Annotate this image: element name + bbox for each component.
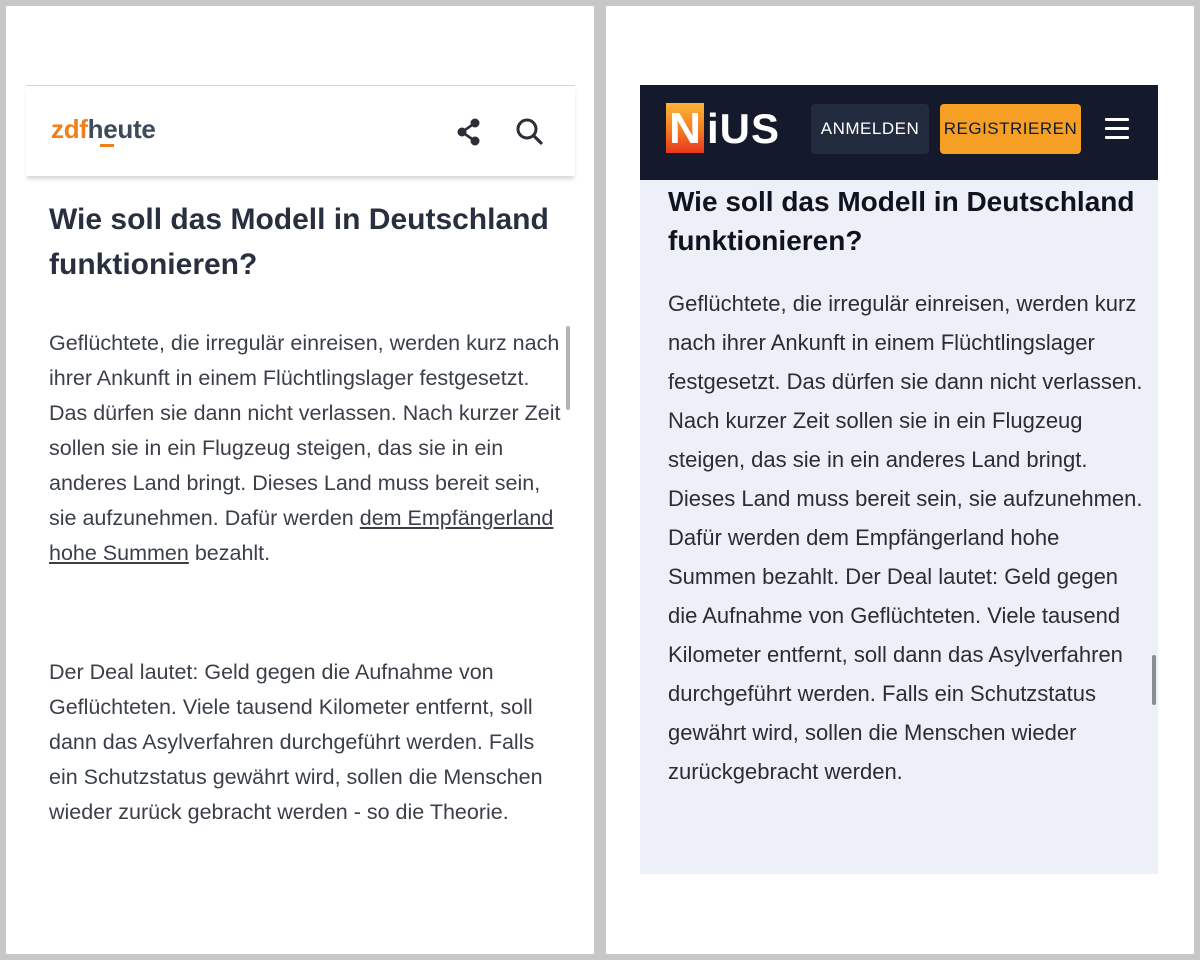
zdfheute-screenshot [6,6,594,954]
zdfheute-logo[interactable] [51,114,155,144]
nius-header [640,85,1158,180]
article-paragraph-1 [49,326,564,571]
article-paragraph: Geflüchtete, die irregulär einreisen, werden kurz nach ihrer Ankunft in einem Flüchtlingslager festgesetzt. Das dürfen sie dann nicht verlassen. Nach kurzer Zeit sollen sie in ein Flugzeug steigen, das sie in ein anderes Land bringt. Dieses Land muss bereit sein, sie aufzunehmen. Dafür werden dem Empfängerland hohe Summen bezahlt. Der Deal lautet: Geld gegen die Aufnahme von Geflüchteten. Viele tausend Kilometer entfernt, soll dann das Asylverfahren durchgeführt werden. Falls ein Schutzstatus gewährt wird, sollen die Menschen wieder zurückgebracht werden. [668,291,1143,784]
nius-logo[interactable] [666,101,782,157]
paragraph-text: Geflüchtete, die irregulär einreisen, werden kurz nach ihrer Ankunft in einem Flüchtlingslager festgesetzt. Das dürfen sie dann nicht verlassen. Nach kurzer Zeit sollen sie in ein Flugzeug steigen, das sie in ein anderes Land bringt. Dieses Land muss bereit sein, sie aufzunehmen. Dafür werden [49,331,561,530]
scrollbar[interactable] [1152,655,1156,705]
logo-zdf-text: zdf [51,114,88,144]
article-heading: Wie soll das Modell in Deutschland funktionieren? [668,186,1135,256]
logo-ius-text: iUS [707,105,781,152]
nius-article-body [640,180,1158,874]
share-icon[interactable] [453,116,485,148]
article-paragraph-2: Der Deal lautet: Geld gegen die Aufnahme von Geflüchteten. Viele tausend Kilometer entfernt, soll dann das Asylverfahren durchgeführt werden. Falls ein Schutzstatus gewährt wird, sollen die Menschen wieder zurück gebracht werden - so die Theorie. [49,660,543,824]
paragraph-text-end: bezahlt. [188,541,271,565]
login-button[interactable]: ANMELDEN [811,104,929,154]
hamburger-menu-icon[interactable] [1105,118,1129,140]
search-icon[interactable] [514,116,546,148]
zdfheute-header [26,86,575,176]
article-heading: Wie soll das Modell in Deutschland funktionieren? [49,203,549,281]
logo-n-block: N [666,103,704,153]
logo-heute-text: heute [87,114,156,144]
inline-article-link[interactable]: dem Empfängerland hohe Summen [49,506,554,565]
register-button[interactable]: REGISTRIEREN [940,104,1081,154]
nius-screenshot [606,6,1194,954]
scrollbar[interactable] [566,326,570,410]
logo-underline [100,144,114,147]
